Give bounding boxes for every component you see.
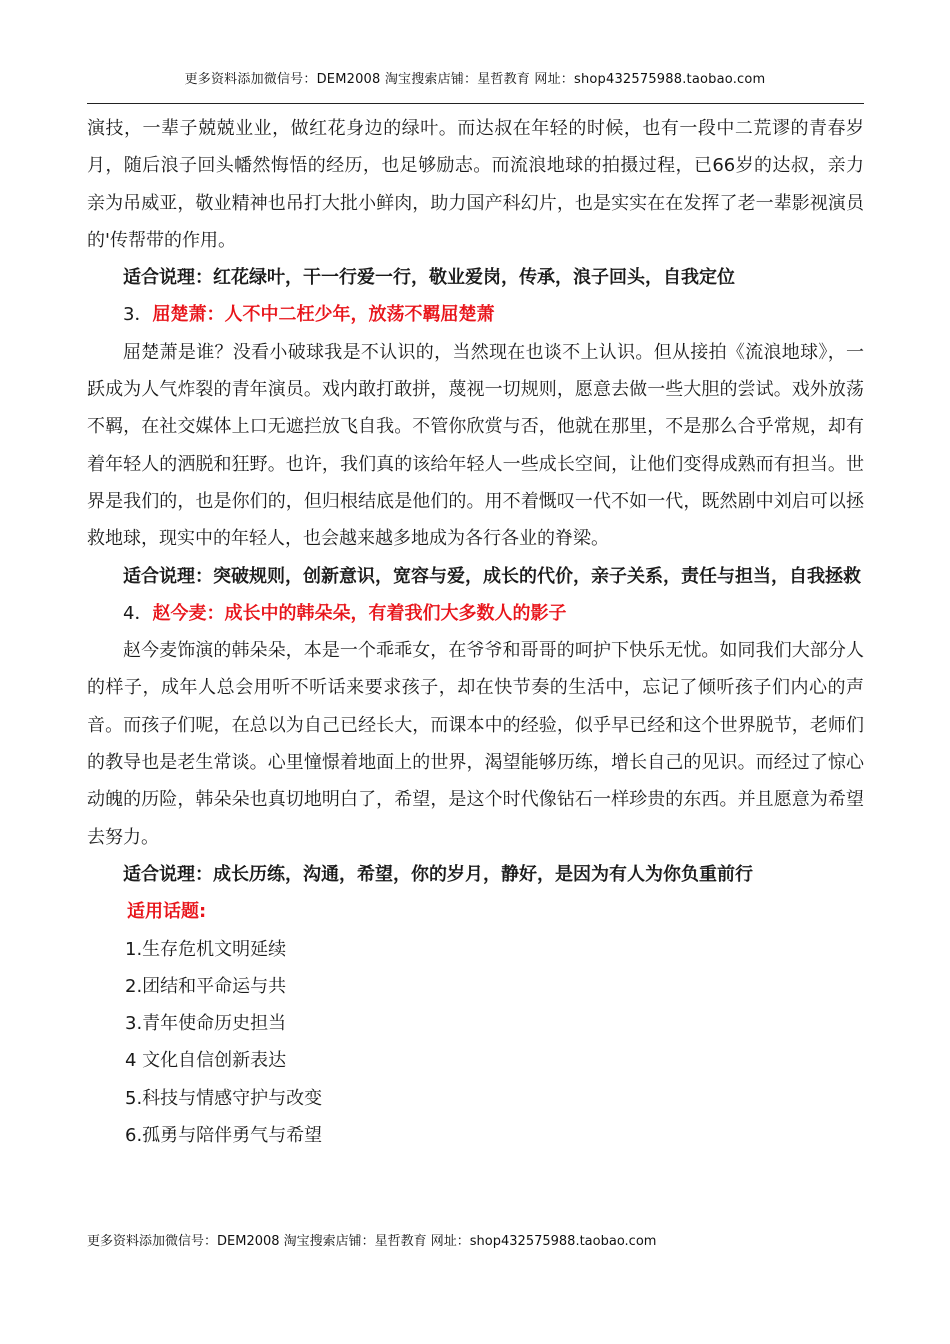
paragraph-dashu: 演技，一辈子兢兢业业，做红花身边的绿叶。而达叔在年轻的时候，也有一段中二荒谬的青春岁月，随后浪子回头幡然悔悟的经历，也足够励志。而流浪地球的拍摄过程，已66岁的达叔，亲力亲为吊威亚，敬业精神也吊打大批小鲜肉，助力国产科幻片，也是实实在在发挥了老一辈影视演员的'传帮带的作用。 xyxy=(87,118,864,251)
summary-zhaojinmai: 适合说理：成长历练，沟通，希望，你的岁月，静好，是因为有人为你负重前行 xyxy=(123,863,753,885)
section-number-3: 3． xyxy=(123,304,153,326)
document-body xyxy=(87,110,864,1154)
topic-item: 6.孤勇与陪伴勇气与希望 xyxy=(125,1125,323,1147)
topics-title: 适用话题: xyxy=(127,901,207,923)
summary-dashu: 适合说理：红花绿叶，干一行爱一行，敬业爱岗，传承，浪子回头，自我定位 xyxy=(123,267,735,289)
summary-quchuxiao: 适合说理：突破规则，创新意识，宽容与爱，成长的代价，亲子关系，责任与担当，自我拯救 xyxy=(123,565,861,587)
topic-item: 5.科技与情感守护与改变 xyxy=(125,1087,323,1109)
section-number-4: 4． xyxy=(123,602,153,624)
topic-item: 2.团结和平命运与共 xyxy=(125,975,287,997)
section-title-3: 屈楚萧：人不中二枉少年，放荡不羁屈楚萧 xyxy=(152,304,495,326)
paragraph-quchuxiao: 屈楚萧是谁？没看小破球我是不认识的，当然现在也谈不上认识。但从接拍《流浪地球》，一跃成为人气炸裂的青年演员。戏内敢打敢拼，蔑视一切规则，愿意去做一些大胆的尝试。戏外放荡不羁，在社交媒体上口无遮拦放飞自我。不管你欣赏与否，他就在那里，不是那么合乎常规，却有着年轻人的洒脱和狂野。也许，我们真的该给年轻人一些成长空间，让他们变得成熟而有担当。世界是我们的，也是你们的，但归根结底是他们的。用不着慨叹一代不如一代，既然剧中刘启可以拯救地球，现实中的年轻人，也会越来越多地成为各行各业的脊梁。 xyxy=(87,341,864,550)
paragraph-zhaojinmai: 赵今麦饰演的韩朵朵，本是一个乖乖女，在爷爷和哥哥的呵护下快乐无忧。如同我们大部分人的样子，成年人总会用听不听话来要求孩子，却在快节奏的生活中，忘记了倾听孩子们内心的声音。而孩子们呢，在总以为自己已经长大，而课本中的经验，似乎早已经和这个世界脱节，老师们的教导也是老生常谈。心里憧憬着地面上的世界，渴望能够历练，增长自己的见识。而经过了惊心动魄的历险，韩朵朵也真切地明白了，希望，是这个时代像钻石一样珍贵的东西。并且愿意为希望去努力。 xyxy=(87,640,864,848)
page-header: 更多资料添加微信号：DEM2008 淘宝搜索店铺：星哲教育 网址：shop432575988.taobao.com xyxy=(184,72,766,87)
topic-item: 3.青年使命历史担当 xyxy=(125,1013,287,1035)
section-heading-3 xyxy=(87,296,864,333)
section-title-4: 赵今麦：成长中的韩朵朵，有着我们大多数人的影子 xyxy=(152,602,567,624)
topic-item: 1.生存危机文明延续 xyxy=(125,938,287,960)
page-footer: 更多资料添加微信号：DEM2008 淘宝搜索店铺：星哲教育 网址：shop432575988.taobao.com xyxy=(87,1234,657,1249)
topic-item: 4 文化自信创新表达 xyxy=(125,1050,287,1072)
section-heading-4 xyxy=(87,595,864,632)
header-divider xyxy=(87,103,864,104)
